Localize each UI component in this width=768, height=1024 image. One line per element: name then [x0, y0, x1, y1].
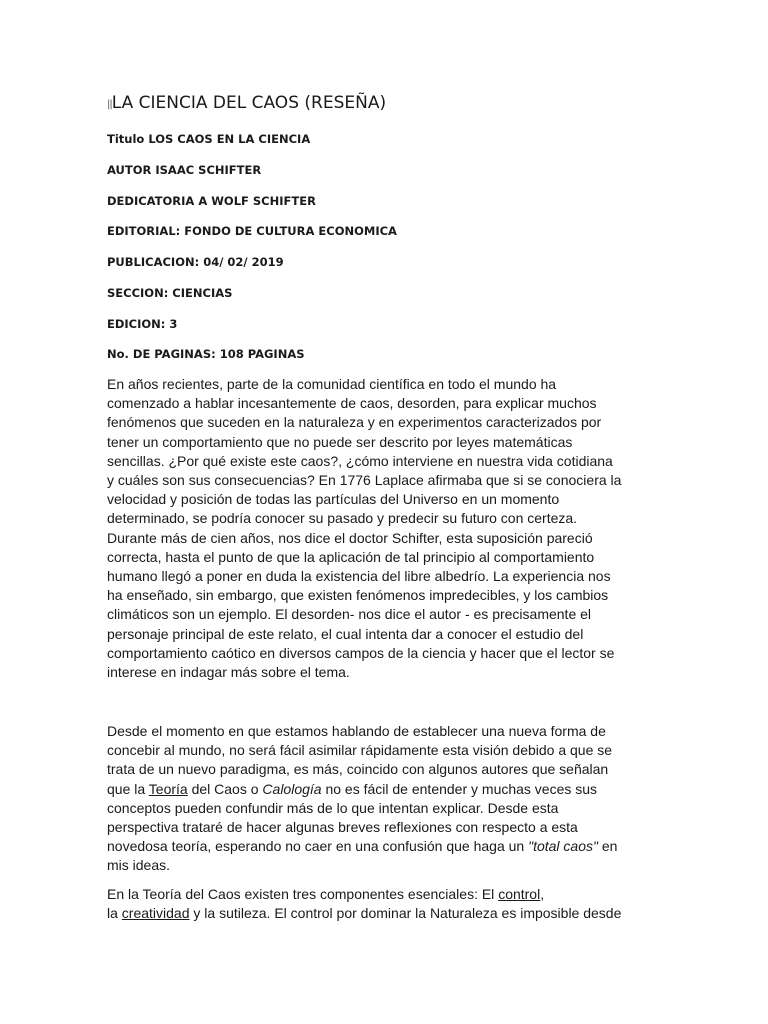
- text-fragment: novedosa teoría, esperando no caer en una confusión que haga un: [107, 838, 529, 855]
- paragraph-intro: [107, 375, 667, 682]
- emphasis-calologia: Calología: [262, 780, 322, 797]
- text-line: Desde el momento en que estamos hablando de establecer una nueva forma de: [107, 723, 606, 739]
- text-fragment: ,: [540, 886, 545, 902]
- meta-paginas: No. DE PAGINAS: 108 PAGINAS: [107, 347, 305, 361]
- text-line: comenzado a hablar incesantemente de caos, desorden, para explicar muchos: [107, 395, 597, 412]
- text-line: tener un comportamiento que no puede ser descrito por leyes matemáticas: [107, 433, 573, 450]
- text-line: En años recientes, parte de la comunidad científica en todo el mundo ha: [107, 376, 557, 392]
- text-fragment: del Caos o: [187, 780, 263, 797]
- document-title: [107, 93, 667, 113]
- text-line: concebir al mundo, no será fácil asimilar rápidamente esta visión debido a que se: [107, 742, 613, 759]
- paragraph-marker: ||: [107, 99, 112, 110]
- paragraph-perspective: [107, 722, 667, 876]
- text-line: mis ideas.: [107, 857, 171, 874]
- meta-autor: AUTOR ISAAC SCHIFTER: [107, 163, 262, 177]
- text-line: humano llegó a poner en duda la existencia del libre albedrío. La experiencia nos: [107, 568, 611, 585]
- text-line: ha enseñado, sin embargo, que existen fenómenos impredecibles, y los cambios: [107, 587, 609, 604]
- text-line: fenómenos que suceden en la naturaleza y en experimentos caracterizados por: [107, 414, 602, 431]
- text-line: [107, 780, 667, 799]
- text-line: correcta, hasta el punto de que la aplicación de tal principio al comportamiento: [107, 548, 595, 565]
- text-line: velocidad y posición de todas las partículas del Universo en un momento: [107, 491, 560, 508]
- text-fragment: y la sutileza. El control por dominar la Naturaleza es imposible desde: [189, 905, 622, 922]
- meta-publicacion: PUBLICACION: 04/ 02/ 2019: [107, 255, 284, 269]
- text-fragment: En la Teoría del Caos existen tres componentes esenciales: El: [107, 886, 499, 902]
- text-line: climáticos son un ejemplo. El desorden- nos dice el autor - es precisamente el: [107, 606, 592, 623]
- text-line: trata de un nuevo paradigma, es más, coincido con algunos autores que señalan: [107, 761, 609, 778]
- text-line: conceptos pueden confundir más de lo que intentan explicar. Desde esta: [107, 799, 559, 816]
- text-line: Durante más de cien años, nos dice el doctor Schifter, esta suposición pareció: [107, 529, 593, 546]
- meta-titulo: Titulo LOS CAOS EN LA CIENCIA: [107, 132, 311, 146]
- text-fragment: la: [107, 905, 122, 922]
- paragraph-components: [107, 885, 667, 923]
- text-line: comportamiento caótico en diversos campos de la ciencia y hacer que el lector se: [107, 644, 615, 661]
- text-line: [107, 904, 667, 923]
- text-fragment: no es fácil de entender y muchas veces sus: [321, 780, 598, 797]
- link-control[interactable]: control: [498, 886, 541, 902]
- meta-edicion: EDICION: 3: [107, 317, 178, 331]
- text-fragment: en: [597, 838, 618, 855]
- link-teoria[interactable]: Teoría: [148, 780, 188, 797]
- text-line: [107, 837, 667, 856]
- text-fragment: que la: [107, 780, 149, 797]
- meta-editorial: EDITORIAL: FONDO DE CULTURA ECONOMICA: [107, 224, 397, 238]
- text-line: sencillas. ¿Por qué existe este caos?, ¿cómo interviene en nuestra vida cotidiana: [107, 452, 613, 469]
- meta-seccion: SECCION: CIENCIAS: [107, 286, 233, 300]
- text-line: perspectiva trataré de hacer algunas breves reflexiones con respecto a esta: [107, 819, 578, 836]
- link-creatividad[interactable]: creatividad: [121, 905, 190, 922]
- emphasis-total-caos: "total caos": [528, 838, 598, 855]
- text-line: y cuáles son sus consecuencias? En 1776 Laplace afirmaba que si se conociera la: [107, 472, 622, 489]
- title-text: LA CIENCIA DEL CAOS (RESEÑA): [111, 93, 387, 113]
- text-line: [107, 885, 667, 904]
- text-line: personaje principal de este relato, el cual intenta dar a conocer el estudio del: [107, 625, 584, 642]
- text-line: determinado, se podría conocer su pasado y predecir su futuro con certeza.: [107, 510, 578, 527]
- meta-dedicatoria: DEDICATORIA A WOLF SCHIFTER: [107, 194, 316, 208]
- text-line: interese en indagar más sobre el tema.: [107, 664, 350, 681]
